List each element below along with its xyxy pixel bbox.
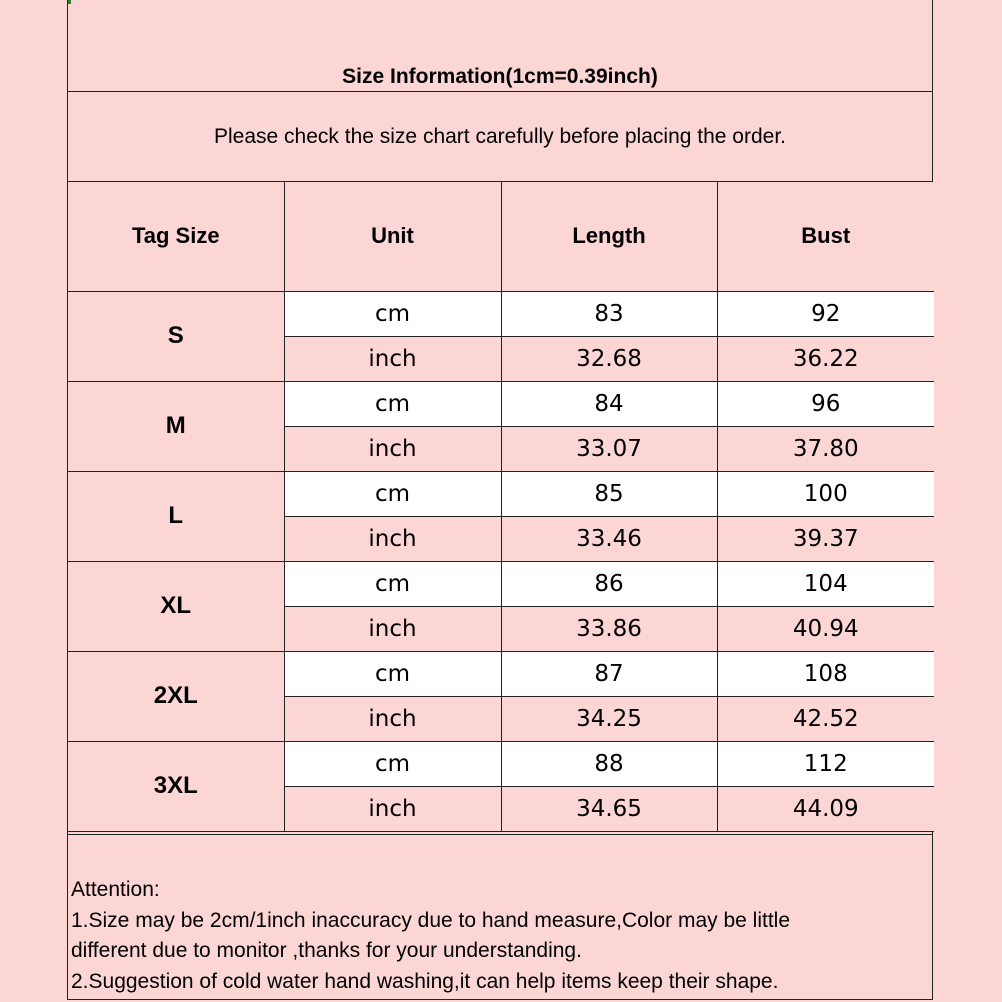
unit-cell: inch [284, 336, 501, 381]
size-chart-sheet [67, 0, 933, 1000]
length-cell: 34.65 [501, 786, 717, 831]
attention-line: 1.Size may be 2cm/1inch inaccuracy due to hand measure,Color may be little [71, 908, 791, 932]
unit-cell: inch [284, 606, 501, 651]
unit-cell: cm [284, 381, 501, 426]
size-cell-3xl: 3XL [68, 741, 284, 831]
unit-cell: inch [284, 426, 501, 471]
unit-cell: cm [284, 561, 501, 606]
table-row [68, 651, 934, 696]
table-header-row [68, 182, 934, 291]
header-unit: Unit [284, 182, 501, 291]
table-row [68, 291, 934, 336]
bust-cell: 37.80 [717, 426, 934, 471]
length-cell: 86 [501, 561, 717, 606]
attention-heading: Attention: [71, 878, 160, 901]
length-cell: 88 [501, 741, 717, 786]
unit-cell: inch [284, 516, 501, 561]
table-row [68, 381, 934, 426]
title-band [68, 0, 932, 92]
unit-cell: inch [284, 786, 501, 831]
bust-cell: 104 [717, 561, 934, 606]
header-bust: Bust [717, 182, 934, 291]
unit-cell: cm [284, 291, 501, 336]
length-cell: 34.25 [501, 696, 717, 741]
bust-cell: 44.09 [717, 786, 934, 831]
order-notice: Please check the size chart carefully before placing the order. [214, 124, 786, 148]
attention-notes [71, 875, 926, 997]
size-table [68, 182, 934, 832]
length-cell: 83 [501, 291, 717, 336]
header-length: Length [501, 182, 717, 291]
unit-cell: inch [284, 696, 501, 741]
unit-cell: cm [284, 651, 501, 696]
bust-cell: 96 [717, 381, 934, 426]
length-cell: 33.07 [501, 426, 717, 471]
length-cell: 33.86 [501, 606, 717, 651]
attention-section [68, 834, 932, 1000]
length-cell: 32.68 [501, 336, 717, 381]
size-cell-2xl: 2XL [68, 651, 284, 741]
bust-cell: 39.37 [717, 516, 934, 561]
bust-cell: 108 [717, 651, 934, 696]
bust-cell: 42.52 [717, 696, 934, 741]
length-cell: 87 [501, 651, 717, 696]
table-row [68, 471, 934, 516]
size-cell-xl: XL [68, 561, 284, 651]
bust-cell: 92 [717, 291, 934, 336]
size-cell-m: M [68, 381, 284, 471]
bust-cell: 36.22 [717, 336, 934, 381]
notice-band [68, 92, 932, 182]
length-cell: 33.46 [501, 516, 717, 561]
attention-line: different due to monitor ,thanks for your understanding. [71, 939, 582, 962]
attention-line: 2.Suggestion of cold water hand washing,it can help items keep their shape. [71, 969, 779, 993]
length-cell: 84 [501, 381, 717, 426]
header-tag-size: Tag Size [68, 182, 284, 291]
size-cell-s: S [68, 291, 284, 381]
bust-cell: 112 [717, 741, 934, 786]
bust-cell: 100 [717, 471, 934, 516]
bust-cell: 40.94 [717, 606, 934, 651]
unit-cell: cm [284, 471, 501, 516]
table-row [68, 561, 934, 606]
page-title: Size Information(1cm=0.39inch) [342, 65, 658, 88]
size-cell-l: L [68, 471, 284, 561]
table-row [68, 741, 934, 786]
length-cell: 85 [501, 471, 717, 516]
unit-cell: cm [284, 741, 501, 786]
